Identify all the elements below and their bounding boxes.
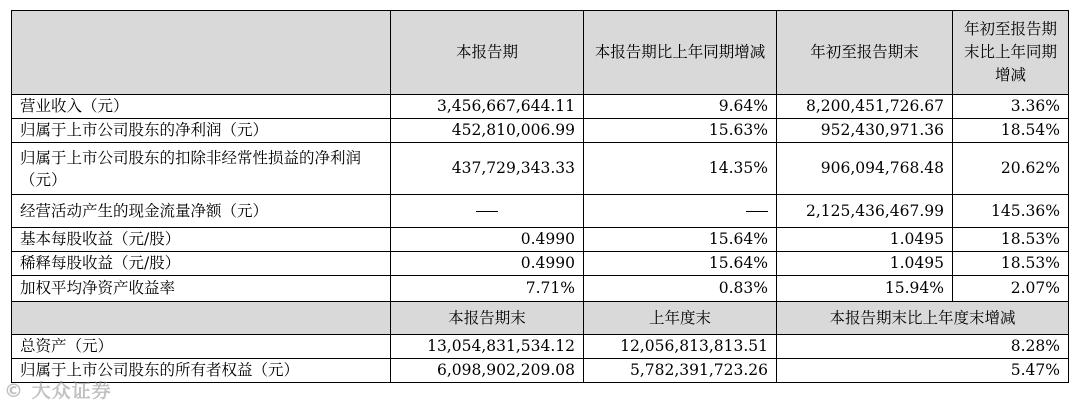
ytd-change-value: 3.36%: [953, 95, 1069, 119]
current-value: 437,729,343.33: [391, 143, 584, 195]
subheader-period-end: 本报告期末: [391, 302, 584, 335]
current-change-value: 15.64%: [584, 252, 777, 276]
header-current-period: 本报告期: [391, 11, 584, 95]
current-value: 0.4990: [391, 252, 584, 276]
ytd-value: 15.94%: [777, 276, 953, 302]
header-ytd: 年初至报告期末: [777, 11, 953, 95]
row-label: 归属于上市公司股东的所有者权益（元）: [12, 359, 391, 383]
current-change-value: 15.63%: [584, 119, 777, 143]
header-current-period-change: 本报告期比上年同期增减: [584, 11, 777, 95]
ytd-value: 8,200,451,726.67: [777, 95, 953, 119]
current-value: 3,456,667,644.11: [391, 95, 584, 119]
current-change-value: 14.35%: [584, 143, 777, 195]
table-row: [12, 195, 1069, 228]
row-label: 营业收入（元）: [12, 95, 391, 119]
row-label: 归属于上市公司股东的扣除非经常性损益的净利润（元）: [12, 143, 391, 195]
watermark: © 大众证券: [4, 380, 112, 402]
ytd-change-value: 18.54%: [953, 119, 1069, 143]
ytd-change-value: 18.53%: [953, 252, 1069, 276]
subheader-empty-cell: [12, 302, 391, 335]
row-label: 总资产（元）: [12, 335, 391, 359]
ytd-value: 1.0495: [777, 252, 953, 276]
period-end-value: 13,054,831,534.12: [391, 335, 584, 359]
prev-year-end-value: 12,056,813,813.51: [584, 335, 777, 359]
row-label: 归属于上市公司股东的净利润（元）: [12, 119, 391, 143]
header-ytd-change: 年初至报告期末比上年同期增减: [953, 11, 1069, 95]
table-header-row: [12, 11, 1069, 95]
table-row: [12, 335, 1069, 359]
table-row: [12, 359, 1069, 383]
ytd-value: 906,094,768.48: [777, 143, 953, 195]
current-change-value-dash: [584, 195, 777, 228]
current-value: 0.4990: [391, 228, 584, 252]
table-row: [12, 143, 1069, 195]
row-label: 稀释每股收益（元/股）: [12, 252, 391, 276]
period-end-change-value: 8.28%: [777, 335, 1069, 359]
ytd-change-value: 20.62%: [953, 143, 1069, 195]
ytd-change-value: 2.07%: [953, 276, 1069, 302]
ytd-value: 952,430,971.36: [777, 119, 953, 143]
header-empty-cell: [12, 11, 391, 95]
period-end-value: 6,098,902,209.08: [391, 359, 584, 383]
current-change-value: 9.64%: [584, 95, 777, 119]
row-label: 基本每股收益（元/股）: [12, 228, 391, 252]
financial-data-table: [11, 10, 1069, 383]
table-row: [12, 119, 1069, 143]
ytd-value: 1.0495: [777, 228, 953, 252]
current-change-value: 15.64%: [584, 228, 777, 252]
ytd-value: 2,125,436,467.99: [777, 195, 953, 228]
table-row: [12, 276, 1069, 302]
subheader-prev-year-end: 上年度末: [584, 302, 777, 335]
ytd-change-value: 145.36%: [953, 195, 1069, 228]
period-end-change-value: 5.47%: [777, 359, 1069, 383]
table-row: [12, 252, 1069, 276]
ytd-change-value: 18.53%: [953, 228, 1069, 252]
prev-year-end-value: 5,782,391,723.26: [584, 359, 777, 383]
subheader-period-end-change: 本报告期末比上年度末增减: [777, 302, 1069, 335]
current-change-value: 0.83%: [584, 276, 777, 302]
row-label: 加权平均净资产收益率: [12, 276, 391, 302]
table-subheader-row: [12, 302, 1069, 335]
table-row: [12, 228, 1069, 252]
current-value-dash: [391, 195, 584, 228]
current-value: 452,810,006.99: [391, 119, 584, 143]
table-row: [12, 95, 1069, 119]
current-value: 7.71%: [391, 276, 584, 302]
row-label: 经营活动产生的现金流量净额（元）: [12, 195, 391, 228]
